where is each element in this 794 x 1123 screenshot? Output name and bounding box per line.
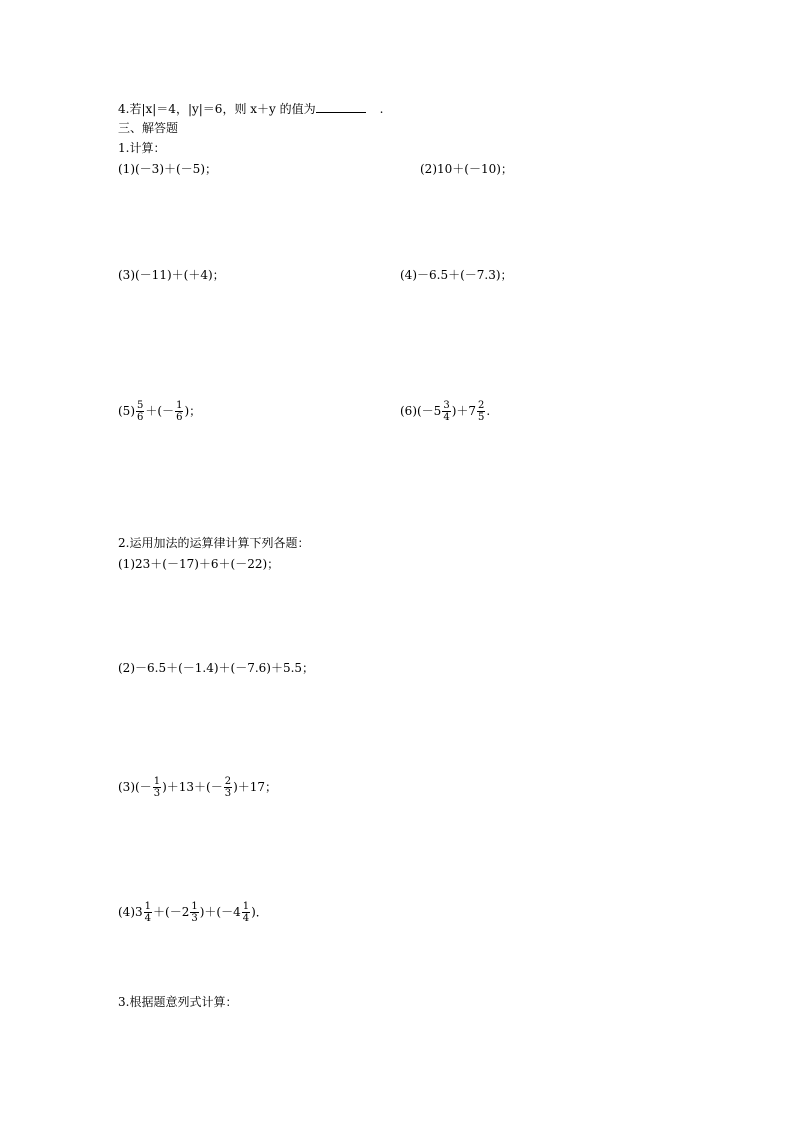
problem-2-item-3 — [118, 776, 277, 799]
denominator: 6 — [137, 412, 144, 423]
numerator: 1 — [153, 776, 161, 787]
question-4-text: 4.若|x|＝4，|y|＝6，则 x＋y 的值为 — [118, 102, 316, 116]
numerator: 2 — [478, 400, 485, 411]
problem-2-heading: 2.运用加法的运算律计算下列各题： — [118, 536, 310, 550]
problem-1-item-6 — [400, 400, 490, 423]
problem-1-item-1: (1)(－3)＋(－5)； — [118, 162, 217, 176]
item-6-prefix: (6)(－5 — [400, 404, 442, 418]
fraction — [242, 901, 250, 924]
fraction — [175, 400, 183, 423]
item-6-suffix: . — [486, 404, 491, 418]
problem-1-item-3: (3)(－11)＋(＋4)； — [118, 268, 225, 282]
fraction — [477, 400, 485, 423]
fraction — [190, 901, 198, 924]
item-4-mid-2: )＋(－4 — [199, 905, 241, 919]
numerator: 3 — [443, 400, 450, 411]
answer-blank[interactable] — [316, 100, 366, 113]
item-3-mid: )＋13＋(－ — [162, 780, 223, 794]
problem-2-item-2: (2)－6.5＋(－1.4)＋(－7.6)＋5.5； — [118, 661, 315, 675]
problem-2-item-4 — [118, 901, 268, 924]
denominator: 4 — [443, 412, 450, 423]
fraction — [153, 776, 161, 799]
denominator: 6 — [176, 412, 183, 423]
question-4 — [118, 100, 383, 117]
denominator: 5 — [478, 412, 485, 423]
item-5-suffix: )； — [184, 404, 202, 418]
denominator: 3 — [224, 788, 232, 799]
denominator: 3 — [153, 788, 161, 799]
numerator: 2 — [224, 776, 232, 787]
section-title: 三、解答题 — [118, 121, 179, 135]
numerator: 1 — [191, 901, 198, 912]
item-3-suffix: )＋17； — [233, 780, 278, 794]
item-3-prefix: (3)(－ — [118, 780, 152, 794]
denominator: 3 — [191, 913, 198, 924]
question-4-end: . — [379, 102, 384, 116]
numerator: 1 — [242, 901, 250, 912]
problem-1-item-4: (4)－6.5＋(－7.3)； — [400, 268, 513, 282]
problem-1-item-5 — [118, 400, 201, 423]
problem-3-heading: 3.根据题意列式计算： — [118, 995, 238, 1009]
problem-1-item-2: (2)10＋(－10)； — [420, 162, 513, 176]
fraction — [144, 901, 152, 924]
item-4-prefix: (4)3 — [118, 905, 143, 919]
item-4-mid-1: ＋(－2 — [153, 905, 190, 919]
item-5-mid: ＋(－ — [145, 404, 175, 418]
numerator: 1 — [176, 400, 183, 411]
problem-1-heading: 1.计算： — [118, 141, 166, 155]
fraction — [442, 400, 450, 423]
numerator: 5 — [137, 400, 144, 411]
fraction — [224, 776, 232, 799]
item-5-prefix: (5) — [118, 404, 135, 418]
denominator: 4 — [242, 913, 250, 924]
denominator: 4 — [144, 913, 152, 924]
fraction — [136, 400, 144, 423]
item-6-mid: )＋7 — [451, 404, 477, 418]
item-4-suffix: )． — [251, 905, 268, 919]
problem-2-item-1: (1)23＋(－17)＋6＋(－22)； — [118, 557, 280, 571]
numerator: 1 — [144, 901, 152, 912]
